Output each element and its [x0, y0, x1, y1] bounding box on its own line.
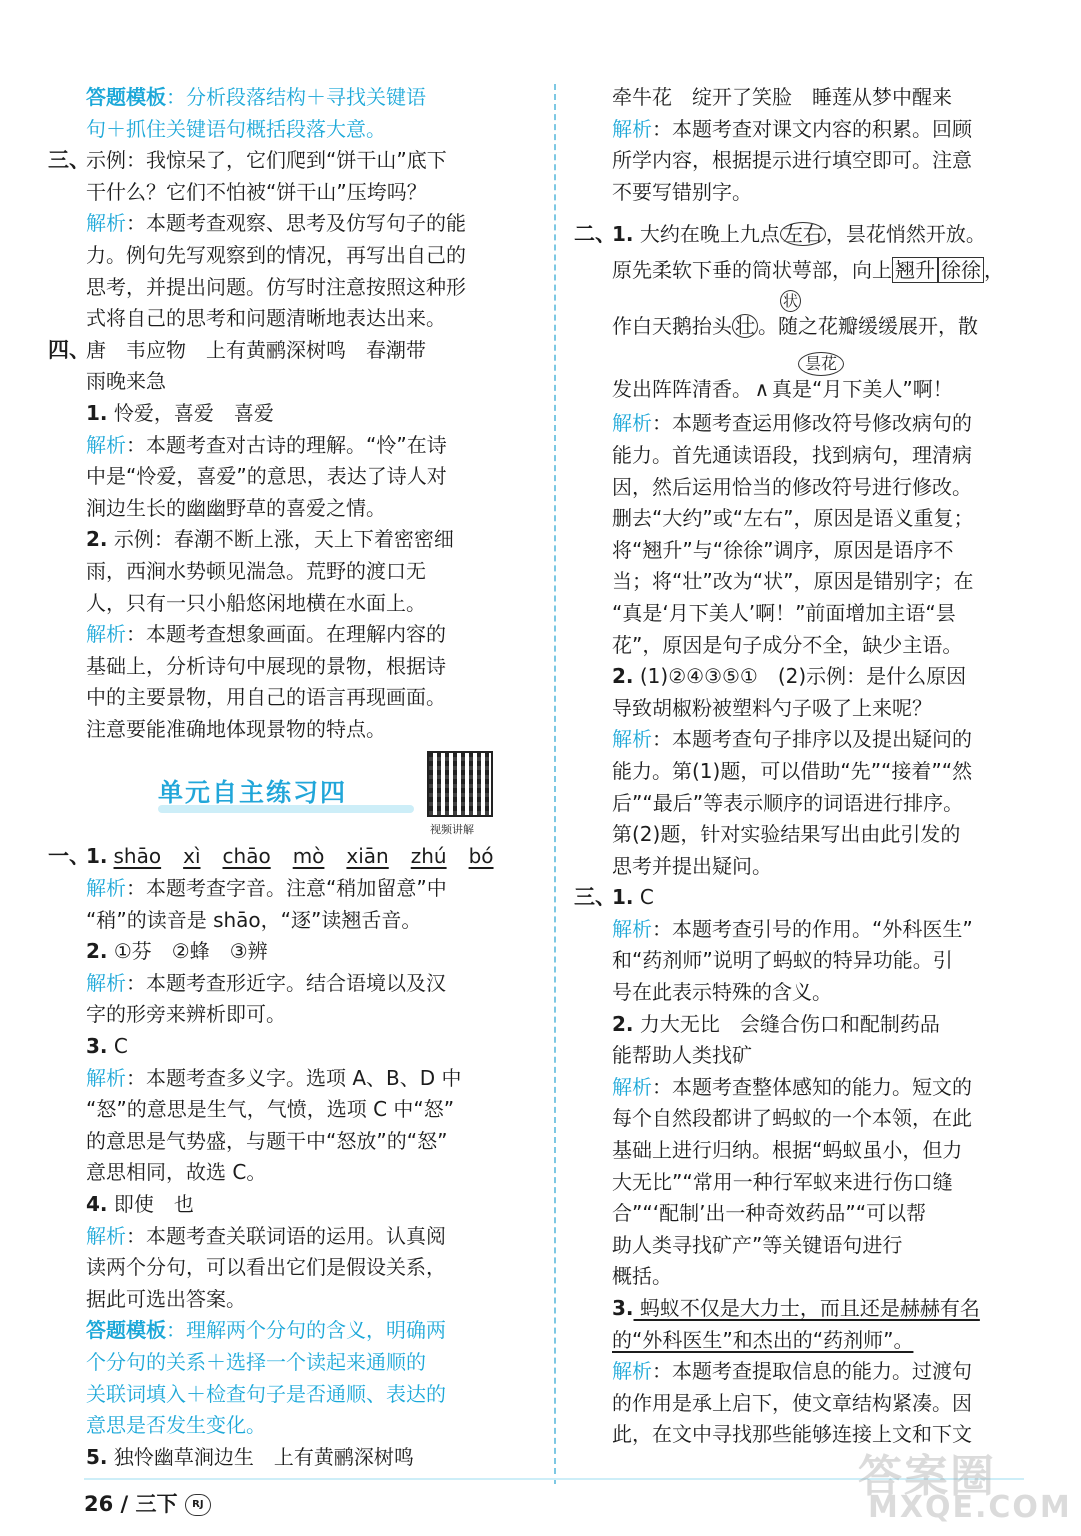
- analysis-line: 中的主要景物，用自己的语言再现画面。: [86, 685, 446, 710]
- answer-line: 5. 独怜幽草涧边生 上有黄鹂深树鸣: [86, 1444, 414, 1469]
- answer-line: 三、 1. C: [574, 885, 654, 910]
- analysis-line: 解析：本题考查字音。注意“稍加留意”中: [86, 876, 447, 901]
- template-line: 答题模板：理解两个分句的含义，明确两: [86, 1318, 446, 1343]
- analysis-line: 解析：本题考查对课文内容的积累。回顾: [612, 116, 972, 141]
- analysis-line: 式将自己的思考和问题清晰地表达出来。: [86, 306, 446, 331]
- section-4-line: 四、 唐 韦应物 上有黄鹂深树鸣 春潮带: [48, 337, 426, 362]
- analysis-line: 花”，原因是句子成分不全，缺少主语。: [612, 632, 963, 657]
- analysis-line: 中是“怜爱，喜爱”的意思，表达了诗人对: [86, 464, 447, 489]
- wrong-char: 壮: [732, 314, 758, 338]
- answer-line: 人，只有一只小船悠闲地横在水面上。: [86, 590, 426, 615]
- template-line: 关联词填入＋检查句子是否通顺、表达的: [86, 1381, 446, 1406]
- analysis-line: 所学内容，根据提示进行填空即可。注意: [612, 148, 972, 173]
- analysis-line: 据此可选出答案。: [86, 1286, 246, 1311]
- analysis-line: 号在此表示特殊的含义。: [612, 980, 832, 1005]
- watermark: 答案圈 MXQE.COM: [858, 1451, 1072, 1525]
- analysis-line: 读两个分句，可以看出它们是假设关系，: [86, 1255, 446, 1280]
- swap-word-1: 翘升: [892, 257, 938, 283]
- analysis-line: 基础上，分析诗句中展现的景物，根据诗: [86, 653, 446, 678]
- answer-line: 3. C: [86, 1034, 128, 1059]
- analysis-line: 解析：本题考查句子排序以及提出疑问的: [612, 727, 972, 752]
- corrected-sentence-line: 状 作白天鹅抬头 壮 。随之花瓣缓缓展开，散: [612, 292, 978, 339]
- analysis-line: 注意要能准确地体现景物的特点。: [86, 716, 386, 741]
- analysis-line: 不要写错别字。: [612, 179, 752, 204]
- analysis-line: 解析：本题考查多义字。选项 A、B、D 中: [86, 1065, 462, 1090]
- swap-word-2: 徐徐: [938, 257, 984, 283]
- analysis-line: 解析：本题考查形近字。结合语境以及汉: [86, 970, 446, 995]
- analysis-line: 概括。: [612, 1264, 672, 1289]
- analysis-line: 当；将“壮”改为“状”，原因是错别字；在: [612, 569, 974, 594]
- analysis-line: 解析：本题考查对古诗的理解。“怜”在诗: [86, 432, 447, 457]
- analysis-line: 将“翘升”与“徐徐”调序，原因是语序不: [612, 537, 954, 562]
- corrected-sentence-line: 二、 1. 大约在晚上九点 左右 ，昙花悄然开放。: [574, 222, 986, 247]
- analysis-line: 解析：本题考查运用修改符号修改病句的: [612, 411, 972, 436]
- answer-line: 2. ①芬 ②蜂 ③辨: [86, 939, 268, 964]
- analysis-line: “真是‘月下美人’啊！”前面增加主语“昙: [612, 600, 956, 625]
- analysis-line: 大无比”“常用一种行军蚁来进行伤口缝: [612, 1169, 953, 1194]
- analysis-line: 思考，并提出问题。仿写时注意按照这种形: [86, 274, 466, 299]
- grade-label: 三下: [135, 1492, 178, 1516]
- section-3-line: 三、 示例：我惊呆了，它们爬到“饼干山”底下: [48, 148, 447, 173]
- answer-line: 能帮助人类找矿: [612, 1043, 752, 1068]
- column-divider: [554, 84, 556, 1484]
- analysis-line: 此，在文中寻找那些能够连接上文和下文: [612, 1422, 972, 1447]
- answer-line: 1. 怜爱，喜爱 喜爱: [86, 400, 274, 425]
- answer-line: 导致胡椒粉被塑料勺子吸了上来呢？: [612, 695, 932, 720]
- answer-line: 2. 力大无比 会缝合伤口和配制药品: [612, 1011, 940, 1036]
- analysis-line: 力。例句先写观察到的情况，再写出自己的: [86, 242, 466, 267]
- qr-code-icon[interactable]: [427, 751, 493, 817]
- analysis-line: 字的形旁来辨析即可。: [86, 1002, 286, 1027]
- corrected-sentence-line: 昙花 发出阵阵清香。 ∧ 真是“月下美人”啊！: [612, 348, 1032, 408]
- answer-line: 3. 蚂蚁不仅是大力士，而且还是赫赫有名: [612, 1296, 980, 1320]
- analysis-line: “怒”的意思是生气，气愤，选项 C 中“怒”: [86, 1097, 455, 1122]
- template-line: 个分句的关系＋选择一个读起来通顺的: [86, 1349, 426, 1374]
- analysis-line: 意思相同，故选 C。: [86, 1160, 267, 1185]
- analysis-line: 第(2)题，针对实验结果写出由此引发的: [612, 822, 961, 847]
- analysis-line: 和“药剂师”说明了蚂蚁的特异功能。引: [612, 948, 953, 973]
- analysis-line: 的作用是承上启下，使文章结构紧凑。因: [612, 1390, 972, 1415]
- analysis-line: 助人类寻找矿产”等关键语句进行: [612, 1232, 903, 1257]
- analysis-line: 因，然后运用恰当的修改符号进行修改。: [612, 474, 972, 499]
- answer-line: 2. (1)②④③⑤① (2)示例：是什么原因: [612, 664, 967, 689]
- analysis-line: 解析：本题考查提取信息的能力。过渡句: [612, 1359, 972, 1384]
- corrected-sentence-line: 原先柔软下垂的筒状萼部，向上 翘升 徐徐 ，: [612, 258, 1004, 283]
- insertion-mark: 昙花: [798, 352, 844, 376]
- analysis-line: 解析：本题考查整体感知的能力。短文的: [612, 1074, 972, 1099]
- analysis-line: 合”“‘配制’出一种奇效药品”“可以帮: [612, 1201, 927, 1226]
- left-column: [48, 82, 528, 1473]
- section-3-line: 干什么？它们不怕被“饼干山”压垮吗？: [86, 179, 427, 204]
- template-line: 意思是否发生变化。: [86, 1413, 266, 1438]
- analysis-line: 后”“最后”等表示顺序的词语进行排序。: [612, 790, 964, 815]
- unit-title: 单元自主练习四: [158, 778, 348, 808]
- answer-line: 4. 即使 也: [86, 1192, 194, 1216]
- analysis-line: 涧边生长的幽幽野草的喜爱之情。: [86, 495, 386, 520]
- analysis-line: 解析：本题考查想象画面。在理解内容的: [86, 622, 446, 647]
- unit-heading: [86, 745, 528, 841]
- answer-line: 牵牛花 绽开了笑脸 睡莲从梦中醒来: [612, 85, 952, 109]
- analysis-line: 能力。首先通读语段，找到病句，理清病: [612, 442, 972, 467]
- deleted-word: 左右: [780, 222, 826, 246]
- analysis-line: 能力。第(1)题，可以借助“先”“接着”“然: [612, 758, 973, 783]
- answer-line: 的“外科医生”和杰出的“药剂师”。: [612, 1327, 914, 1352]
- template-line: 句＋抓住关键语句概括段落大意。: [86, 116, 386, 141]
- template-line: 答题模板：分析段落结构＋寻找关键语: [86, 85, 426, 109]
- analysis-line: 每个自然段都讲了蚂蚁的一个本领，在此: [612, 1106, 972, 1131]
- analysis-line: 基础上进行归纳。根据“蚂蚁虽小，但力: [612, 1138, 963, 1163]
- qr-label: 视频讲解: [430, 823, 474, 837]
- replacement-mark: 状: [780, 290, 801, 312]
- page-number: 26: [84, 1492, 114, 1516]
- analysis-line: “稍”的读音是 shāo，“逐”读翘舌音。: [86, 907, 422, 932]
- analysis-line: 的意思是气势盛，与题干中“怒放”的“怒”: [86, 1128, 448, 1153]
- page-footer: 26 / 三下 RJ: [84, 1488, 211, 1518]
- edition-badge-icon: RJ: [185, 1494, 211, 1516]
- pinyin-answer-line: 一、 1. shāo xì chāo mò xiān zhú bó: [48, 844, 494, 869]
- analysis-line: 解析：本题考查引号的作用。“外科医生”: [612, 916, 973, 941]
- answer-line: 2. 示例：春潮不断上涨，天上下着密密细: [86, 527, 454, 552]
- section-4-line: 雨晚来急: [86, 369, 166, 394]
- analysis-line: 解析：本题考查观察、思考及仿写句子的能: [86, 211, 466, 236]
- analysis-line: 解析：本题考查关联词语的运用。认真阅: [86, 1223, 446, 1248]
- right-column: [574, 82, 1032, 1451]
- analysis-line: 删去“大约”或“左右”，原因是语义重复；: [612, 506, 974, 531]
- answer-line: 雨，西涧水势顿见湍急。荒野的渡口无: [86, 558, 426, 583]
- caret-icon: ∧: [754, 377, 770, 402]
- analysis-line: 思考并提出疑问。: [612, 853, 772, 878]
